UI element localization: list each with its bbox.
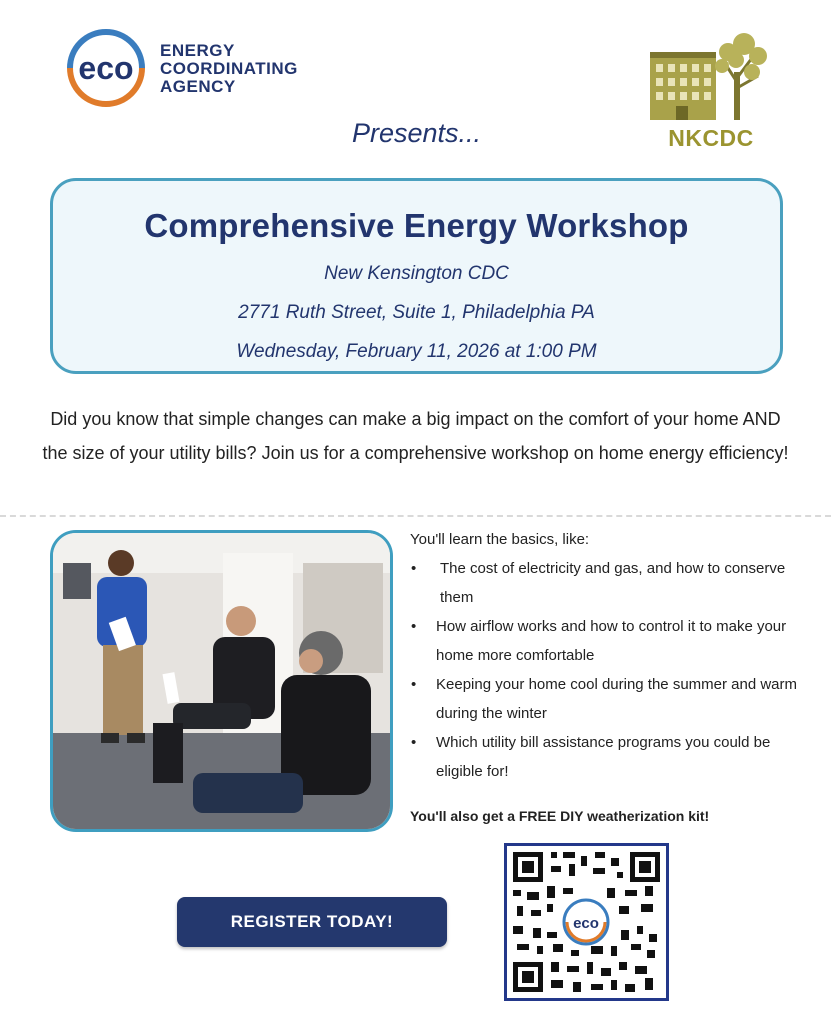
workshop-photo [50, 530, 393, 832]
workshop-photo-illustration [53, 533, 390, 829]
eco-mark-text: eco [78, 50, 134, 86]
eco-logo-mark [60, 22, 152, 114]
presents-label: Presents... [352, 118, 482, 148]
event-datetime: Wednesday, February 11, 2026 at 1:00 PM [236, 341, 597, 362]
nkcdc-building-tree-icon [648, 22, 774, 122]
learn-item: • Which utility bill assistance programs you could be eligible for! [410, 728, 800, 786]
eco-logo-name [160, 42, 298, 96]
learn-list [410, 554, 800, 786]
learn-intro: You'll learn the basics, like: [410, 531, 590, 548]
learn-item: • Keeping your home cool during the summer and warm during the winter [410, 670, 800, 728]
eco-logo-line: ENERGY [160, 41, 235, 60]
intro-paragraph: Did you know that simple changes can make a big impact on the comfort of your home AND the size of your utility bills? Join us for a comprehensive workshop on home energy efficiency! [42, 409, 789, 463]
qr-code[interactable] [504, 843, 669, 1001]
eco-logo-line: COORDINATING [160, 59, 298, 78]
event-title: Comprehensive Energy Workshop [144, 207, 689, 244]
divider [0, 515, 831, 517]
event-details-box [50, 178, 783, 374]
event-address: 2771 Ruth Street, Suite 1, Philadelphia PA [238, 302, 595, 323]
learn-item: • The cost of electricity and gas, and how to conserve them [410, 554, 800, 612]
event-host: New Kensington CDC [324, 263, 509, 284]
free-kit-note: You'll also get a FREE DIY weatherization kit! [410, 808, 710, 824]
learn-section [410, 531, 800, 786]
eco-logo [60, 22, 320, 114]
nkcdc-logo [648, 22, 774, 152]
register-button[interactable]: REGISTER TODAY! [177, 897, 447, 947]
qr-code-pattern [507, 846, 666, 998]
learn-item: • How airflow works and how to control it to make your home more comfortable [410, 612, 800, 670]
nkcdc-logo-text: NKCDC [668, 125, 754, 151]
eco-logo-line: AGENCY [160, 77, 236, 96]
qr-center-logo: eco [573, 915, 599, 932]
